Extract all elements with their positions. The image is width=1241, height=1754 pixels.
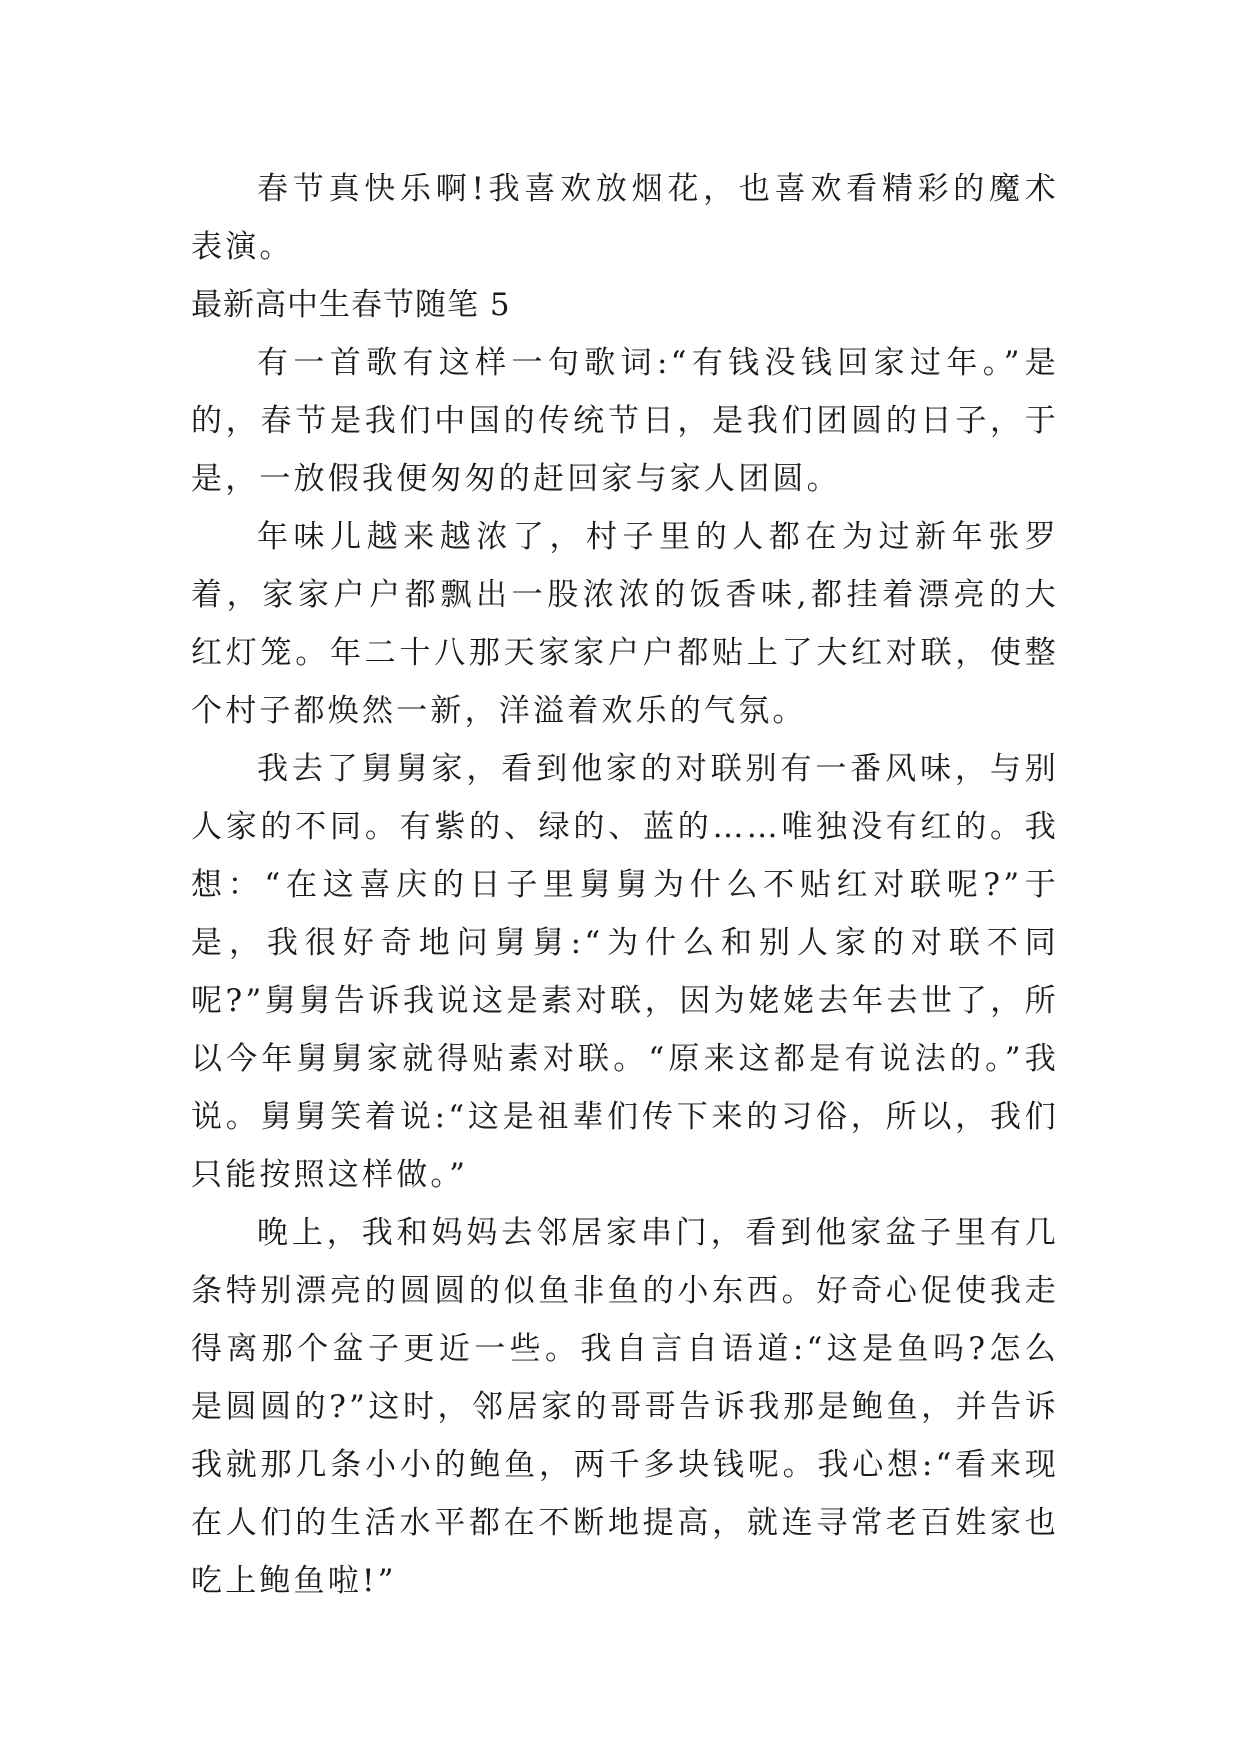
paragraph-spring-festival-joy: 春节真快乐啊!我喜欢放烟花，也喜欢看精彩的魔术表演。 (191, 171, 1059, 265)
paragraph-song-lyric: 有一首歌有这样一句歌词:“有钱没钱回家过年。”是的，春节是我们中国的传统节日，是我们团圆的日子，于是，一放假我便匆匆的赶回家与家人团圆。 (191, 345, 1059, 497)
paragraph-uncle-couplets: 我去了舅舅家，看到他家的对联别有一番风味，与别人家的不同。有紫的、绿的、蓝的……唯独没有红的。我想：“在这喜庆的日子里舅舅为什么不贴红对联呢?”于是，我很好奇地问舅舅:“为什么和别人家的对联不同呢?”舅舅告诉我说这是素对联，因为姥姥去年去世了，所以今年舅舅家就得贴素对联。“原来这都是有说法的。”我说。舅舅笑着说:“这是祖辈们传下来的习俗，所以，我们只能按照这样做。” (191, 751, 1059, 1193)
document-body (191, 160, 1059, 1610)
paragraph-neighbor-abalone: 晚上，我和妈妈去邻居家串门，看到他家盆子里有几条特别漂亮的圆圆的似鱼非鱼的小东西。好奇心促使我走得离那个盆子更近一些。我自言自语道:“这是鱼吗?怎么是圆圆的?”这时，邻居家的哥哥告诉我那是鲍鱼，并告诉我就那几条小小的鲍鱼，两千多块钱呢。我心想:“看来现在人们的生活水平都在不断地提高，就连寻常老百姓家也吃上鲍鱼啦!” (191, 1215, 1059, 1599)
paragraph-new-year-flavor: 年味儿越来越浓了，村子里的人都在为过新年张罗着，家家户户都飘出一股浓浓的饭香味,都挂着漂亮的大红灯笼。年二十八那天家家户户都贴上了大红对联，使整个村子都焕然一新，洋溢着欢乐的气氛。 (191, 519, 1059, 729)
essay-heading: 最新高中生春节随笔 5 (191, 287, 511, 323)
